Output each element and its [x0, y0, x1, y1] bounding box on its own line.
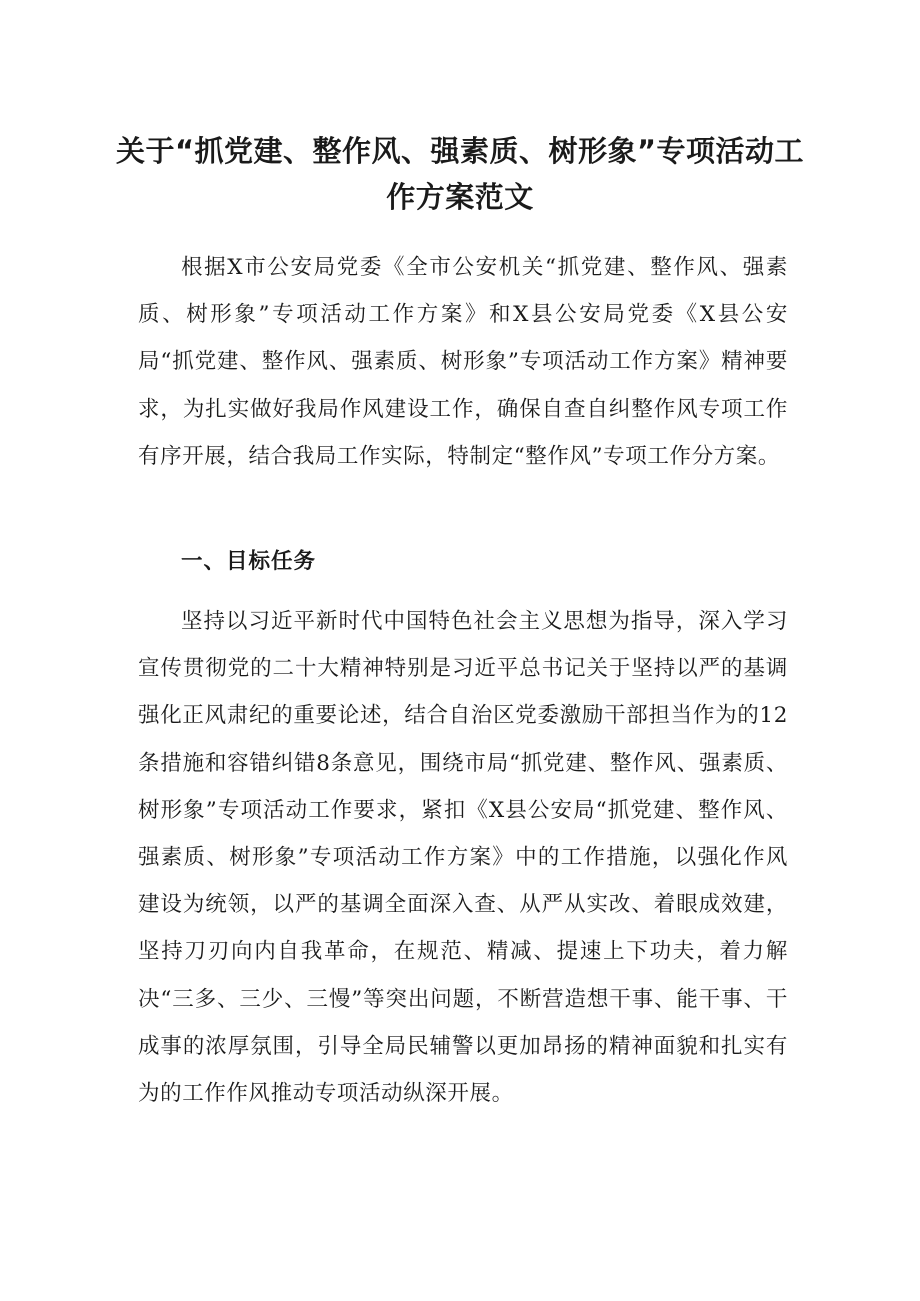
- section-heading: 一、目标任务: [181, 549, 317, 574]
- goals-paragraph: 坚持以习近平新时代中国特色社会主义思想为指导，深入学习宣传贯彻党的二十大精神特别是习近平总书记关于坚持以严的基调强化正风肃纪的重要论述，结合自治区党委激励干部担当作为的12条措施和容错纠错8条意见，围绕市局“抓党建、整作风、强素质、树形象”专项活动工作要求，紧扣《X县公安局“抓党建、整作风、强素质、树形象”专项活动工作方案》中的工作措施，以强化作风建设为统领，以严的基调全面深入查、从严从实改、着眼成效建，坚持刀刃向内自我革命，在规范、精减、提速上下功夫，着力解决“三多、三少、三慢”等突出问题，不断营造想干事、能干事、干成事的浓厚氛围，引导全局民辅警以更加昂扬的精神面貌和扎实有为的工作作风推动专项活动纵深开展。: [138, 609, 788, 1107]
- intro-section: [138, 244, 788, 480]
- document-title: 关于“抓党建、整作风、强素质、树形象”专项活动工作方案范文: [115, 134, 805, 214]
- goals-section: [138, 598, 788, 1117]
- intro-paragraph: 根据X市公安局党委《全市公安机关“抓党建、整作风、强素质、树形象”专项活动工作方案》和X县公安局党委《X县公安局“抓党建、整作风、强素质、树形象”专项活动工作方案》精神要求，为扎实做好我局作风建设工作，确保自查自纠整作风专项工作有序开展，结合我局工作实际，特制定“整作风”专项工作分方案。: [138, 255, 788, 469]
